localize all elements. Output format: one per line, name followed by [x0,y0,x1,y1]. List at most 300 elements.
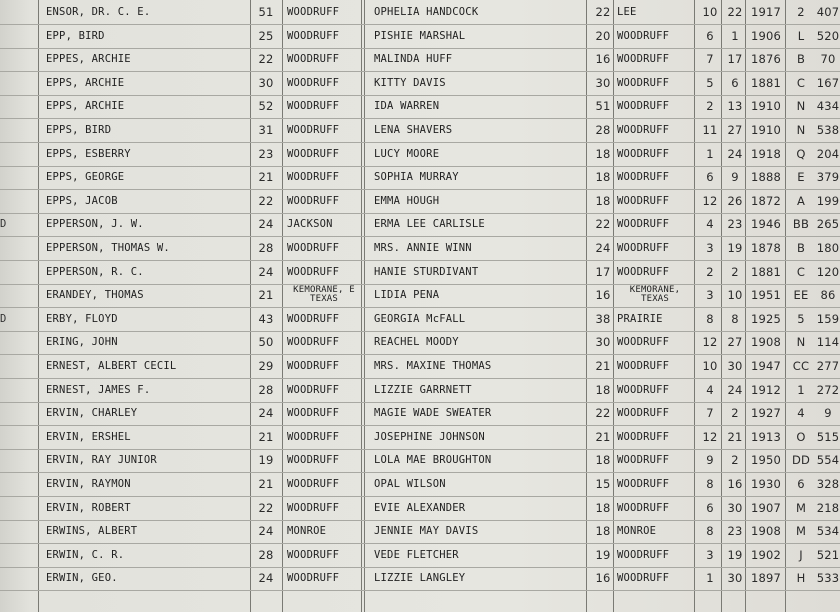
marriage-day: 6 [731,75,739,90]
table-row [0,261,840,285]
groom-age: 51 [258,5,274,19]
record-page: 265 [816,217,840,232]
table-row [0,95,840,119]
marriage-day: 30 [727,571,743,586]
marriage-day: 8 [731,311,739,326]
groom-age: 31 [258,123,274,137]
groom-residence: MONROE [287,525,327,538]
groom-name: EPP, BIRD [46,29,105,42]
record-volume: 6 [797,477,805,491]
bride-age: 18 [595,524,611,539]
bride-residence: WOODRUFF [617,100,670,113]
groom-age: 28 [258,241,274,255]
table-row [0,473,840,497]
table-row [0,426,840,450]
record-volume: 1 [797,382,805,397]
groom-residence: WOODRUFF [287,407,340,420]
bride-name: PISHIE MARSHAL [374,29,466,42]
record-volume: A [796,193,806,208]
groom-residence: WOODRUFF [287,478,340,490]
bride-age: 22 [595,5,611,19]
bride-name: OPHELIA HANDCOCK [374,6,479,18]
groom-residence: WOODRUFF [287,336,340,349]
groom-age: 21 [258,477,274,491]
table-row [0,544,840,568]
table-row [0,331,840,355]
groom-name: ERBY, FLOYD [46,312,118,325]
marriage-day: 2 [731,264,739,279]
record-page: 204 [816,146,840,161]
bride-age: 22 [595,217,611,232]
groom-name: EPPERSON, R. C. [46,265,144,278]
table-row [0,308,840,332]
groom-name: ERVIN, ROBERT [46,501,131,514]
marriage-day: 24 [727,382,743,397]
marriage-year: 1908 [750,335,782,350]
bride-name: KITTY DAVIS [374,76,446,89]
marriage-year: 1925 [750,311,782,326]
bride-residence: WOODRUFF [617,454,670,467]
marriage-year: 1917 [750,5,782,19]
groom-residence: WOODRUFF [287,454,340,467]
table-row [0,72,840,96]
marriage-year: 1876 [750,52,782,67]
groom-age: 24 [258,406,274,421]
bride-name: JENNIE MAY DAVIS [374,525,479,538]
marriage-year: 1951 [750,288,782,303]
record-page: 272 [816,382,840,397]
bride-name: ERMA LEE CARLISLE [374,218,485,231]
table-row [0,143,840,167]
record-page: 9 [824,406,832,421]
marriage-month: 5 [706,75,714,90]
bride-age: 21 [595,359,611,373]
bride-age: 16 [595,288,611,303]
marriage-year: 1950 [750,453,782,468]
groom-name: ERVIN, ERSHEL [46,430,131,443]
bride-residence: WOODRUFF [617,336,670,349]
bride-name: GEORGIA McFALL [374,312,466,325]
groom-name: ENSOR, DR. C. E. [46,6,151,18]
bride-name: EMMA HOUGH [374,194,440,207]
bride-age: 16 [595,571,611,586]
bride-residence: WOODRUFF [617,171,670,184]
groom-residence: WOODRUFF [287,147,340,160]
marriage-year: 1878 [750,241,782,255]
bride-name: MALINDA HUFF [374,53,453,66]
record-volume: J [799,547,803,562]
record-volume: N [796,335,806,350]
record-page: 407 [816,5,840,19]
bride-name: REACHEL MOODY [374,336,459,349]
groom-age: 19 [258,453,274,468]
marriage-month: 9 [706,453,714,468]
table-row [0,497,840,521]
bride-name: HANIE STURDIVANT [374,265,479,278]
groom-age: 50 [258,335,274,350]
bride-residence: WOODRUFF [617,194,670,207]
groom-residence: WOODRUFF [287,171,340,184]
record-volume: EE [793,288,809,303]
bride-residence: WOODRUFF [617,76,670,89]
bride-age: 38 [595,311,611,326]
table-row [0,379,840,403]
bride-residence: WOODRUFF [617,147,670,160]
groom-age: 52 [258,99,274,114]
groom-name: ERNEST, JAMES F. [46,383,151,396]
groom-age: 24 [258,571,274,586]
marriage-month: 7 [706,52,714,67]
marriage-month: 8 [706,477,714,491]
bride-age: 24 [595,241,611,255]
groom-residence: WOODRUFF [287,29,340,42]
record-volume: Q [796,146,806,161]
record-page: 167 [816,75,840,90]
marriage-month: 12 [702,335,718,350]
groom-name: ERWINS, ALBERT [46,525,138,538]
bride-residence: WOODRUFF [617,383,670,396]
groom-age: 25 [258,28,274,43]
record-page: 218 [816,500,840,515]
table-row [0,284,840,308]
groom-residence: WOODRUFF [287,6,340,18]
marriage-day: 16 [727,477,743,491]
groom-name: EPPS, ARCHIE [46,76,125,89]
marriage-year: 1947 [750,359,782,373]
groom-residence: WOODRUFF [287,360,340,372]
bride-age: 22 [595,406,611,421]
bride-residence: MONROE [617,525,657,538]
bride-age: 18 [595,193,611,208]
record-page: 114 [816,335,840,350]
groom-name: EPPS, JACOB [46,194,118,207]
record-page: 434 [816,99,840,114]
groom-age: 22 [258,193,274,208]
table-row [0,48,840,72]
marriage-day: 19 [727,547,743,562]
record-page: 515 [816,429,840,444]
record-volume: L [797,28,805,43]
groom-age: 43 [258,311,274,326]
groom-residence: WOODRUFF [287,194,340,207]
groom-residence: WOODRUFF [287,312,340,325]
groom-age: 22 [258,500,274,515]
table-row [0,166,840,190]
marriage-month: 12 [702,429,718,444]
bride-age: 18 [595,500,611,515]
table-row [0,213,840,237]
bride-name: VEDE FLETCHER [374,548,459,561]
record-page: 533 [816,571,840,586]
bride-name: OPAL WILSON [374,478,446,490]
record-volume: CC [792,359,810,373]
groom-residence: WOODRUFF [287,100,340,113]
marriage-day: 13 [727,99,743,114]
bride-residence: WOODRUFF [617,430,670,443]
bride-residence: KEMORANE, TEXAS [629,285,681,305]
marriage-day: 2 [731,406,739,421]
record-volume: O [796,429,806,444]
marriage-month: 12 [702,193,718,208]
marriage-year: 1881 [750,75,782,90]
marriage-year: 1888 [750,170,782,185]
marriage-day: 27 [727,123,743,137]
marriage-day: 30 [727,359,743,373]
record-page: 554 [816,453,840,468]
groom-name: EPPES, ARCHIE [46,53,131,66]
table-row [0,355,840,379]
groom-age: 28 [258,382,274,397]
bride-residence: WOODRUFF [617,548,670,561]
marriage-year: 1910 [750,123,782,137]
marriage-year: 1872 [750,193,782,208]
bride-residence: WOODRUFF [617,478,670,490]
marriage-day: 9 [731,170,739,185]
record-volume: 4 [797,406,805,421]
record-page: 538 [816,123,840,137]
record-page: 520 [816,28,840,43]
bride-residence: WOODRUFF [617,360,670,372]
record-page: 159 [816,311,840,326]
table-row [0,402,840,426]
marriage-year: 1910 [750,99,782,114]
marriage-year: 1897 [750,571,782,586]
record-page: 180 [816,241,840,255]
bride-residence: WOODRUFF [617,124,670,136]
marriage-month: 2 [706,99,714,114]
record-page: 86 [820,288,836,303]
groom-age: 22 [258,52,274,67]
record-volume: H [796,571,806,586]
groom-name: ERVIN, CHARLEY [46,407,138,420]
marriage-year: 1930 [750,477,782,491]
bride-age: 17 [595,264,611,279]
bride-residence: LEE [617,6,637,18]
bride-residence: WOODRUFF [617,572,670,585]
groom-name: EPPERSON, J. W. [46,218,144,231]
marriage-year: 1912 [750,382,782,397]
bride-residence: WOODRUFF [617,242,670,254]
groom-residence: WOODRUFF [287,242,340,254]
bride-age: 30 [595,335,611,350]
table-row [0,190,840,214]
marriage-day: 19 [727,241,743,255]
bride-name: MAGIE WADE SWEATER [374,407,492,420]
marriage-year: 1918 [750,146,782,161]
record-volume: BB [792,217,810,232]
marriage-month: 4 [706,382,714,397]
marriage-month: 2 [706,264,714,279]
bride-residence: PRAIRIE [617,312,663,325]
record-volume: B [796,241,806,255]
groom-age: 24 [258,217,274,232]
marriage-day: 17 [727,52,743,67]
bride-age: 28 [595,123,611,137]
groom-name: ERVIN, RAY JUNIOR [46,454,157,467]
groom-residence: WOODRUFF [287,76,340,89]
bride-name: MRS. ANNIE WINN [374,242,472,254]
table-row [0,520,840,544]
bride-age: 18 [595,146,611,161]
bride-name: LIZZIE LANGLEY [374,572,466,585]
groom-residence: WOODRUFF [287,548,340,561]
record-page: 277 [816,359,840,373]
bride-age: 30 [595,75,611,90]
groom-age: 30 [258,75,274,90]
margin-mark: D [0,312,7,325]
groom-name: ERNEST, ALBERT CECIL [46,360,177,372]
groom-age: 29 [258,359,274,373]
marriage-day: 21 [727,429,743,444]
groom-name: EPPS, ESBERRY [46,147,131,160]
table-row [0,25,840,49]
marriage-year: 1881 [750,264,782,279]
bride-residence: WOODRUFF [617,29,670,42]
groom-residence: KEMORANE, E TEXAS [293,285,355,305]
marriage-month: 8 [706,311,714,326]
marriage-year: 1906 [750,28,782,43]
bride-age: 21 [595,429,611,444]
bride-age: 18 [595,453,611,468]
record-volume: E [797,170,805,185]
groom-residence: WOODRUFF [287,124,340,136]
groom-name: ERVIN, RAYMON [46,478,131,490]
bride-name: LUCY MOORE [374,147,440,160]
margin-mark: D [0,218,7,231]
marriage-month: 6 [706,170,714,185]
marriage-day: 30 [727,500,743,515]
record-volume: B [796,52,806,67]
bride-name: JOSEPHINE JOHNSON [374,430,485,443]
bride-name: EVIE ALEXANDER [374,501,466,514]
marriage-month: 10 [702,5,718,19]
groom-name: ERING, JOHN [46,336,118,349]
record-volume: C [796,75,806,90]
marriage-month: 7 [706,406,714,421]
table-row [0,449,840,473]
record-volume: DD [791,453,811,468]
record-volume: M [795,524,807,539]
record-volume: 2 [797,5,805,19]
bride-name: LIDIA PENA [374,289,440,302]
bride-age: 19 [595,547,611,562]
record-page: 328 [816,477,840,491]
groom-name: ERWIN, GEO. [46,572,118,585]
marriage-year: 1927 [750,406,782,421]
record-page: 70 [820,52,836,67]
groom-name: EPPS, BIRD [46,124,112,136]
table-row [0,1,840,25]
record-page: 120 [816,264,840,279]
marriage-day: 27 [727,335,743,350]
record-page: 379 [816,170,840,185]
marriage-month: 3 [706,241,714,255]
marriage-day: 2 [731,453,739,468]
groom-age: 24 [258,264,274,279]
marriage-month: 3 [706,547,714,562]
groom-age: 21 [258,288,274,303]
groom-residence: WOODRUFF [287,430,340,443]
bride-residence: WOODRUFF [617,218,670,231]
marriage-day: 23 [727,524,743,539]
bride-age: 20 [595,28,611,43]
table-row [0,119,840,143]
marriage-year: 1908 [750,524,782,539]
record-volume: M [795,500,807,515]
bride-name: LIZZIE GARRNETT [374,383,472,396]
bride-name: MRS. MAXINE THOMAS [374,360,492,372]
bride-residence: WOODRUFF [617,501,670,514]
record-volume: C [796,264,806,279]
groom-name: ERWIN, C. R. [46,548,125,561]
bride-name: LOLA MAE BROUGHTON [374,454,492,467]
bride-residence: WOODRUFF [617,407,670,420]
bride-name: SOPHIA MURRAY [374,171,459,184]
marriage-month: 11 [702,123,718,137]
record-volume: 5 [797,311,805,326]
bride-name: IDA WARREN [374,100,440,113]
bride-residence: WOODRUFF [617,265,670,278]
groom-age: 21 [258,429,274,444]
marriage-year: 1907 [750,500,782,515]
bride-age: 18 [595,382,611,397]
groom-age: 23 [258,146,274,161]
record-page: 199 [816,193,840,208]
groom-residence: WOODRUFF [287,53,340,66]
groom-name: EPPERSON, THOMAS W. [46,242,170,254]
marriage-day: 1 [731,28,739,43]
marriage-day: 10 [727,288,743,303]
bride-name: LENA SHAVERS [374,124,453,136]
groom-residence: WOODRUFF [287,265,340,278]
marriage-month: 4 [706,217,714,232]
record-page: 534 [816,524,840,539]
marriage-month: 1 [706,146,714,161]
marriage-month: 3 [706,288,714,303]
marriage-year: 1902 [750,547,782,562]
marriage-month: 8 [706,524,714,539]
marriage-month: 6 [706,500,714,515]
bride-age: 16 [595,52,611,67]
groom-name: EPPS, GEORGE [46,171,125,184]
marriage-month: 1 [706,571,714,586]
bride-residence: WOODRUFF [617,53,670,66]
table-row [0,567,840,591]
groom-residence: WOODRUFF [287,501,340,514]
bride-age: 51 [595,99,611,114]
record-volume: N [796,99,806,114]
groom-age: 24 [258,524,274,539]
groom-age: 28 [258,547,274,562]
groom-residence: WOODRUFF [287,572,340,585]
bride-age: 15 [595,477,611,491]
table-row [0,237,840,261]
bride-age: 18 [595,170,611,185]
record-page: 521 [816,547,840,562]
marriage-month: 10 [702,359,718,373]
marriage-month: 6 [706,28,714,43]
groom-name: EPPS, ARCHIE [46,100,125,113]
record-volume: N [796,123,806,137]
marriage-day: 24 [727,146,743,161]
marriage-year: 1946 [750,217,782,232]
marriage-day: 23 [727,217,743,232]
groom-residence: WOODRUFF [287,383,340,396]
groom-residence: JACKSON [287,218,333,231]
groom-name: ERANDEY, THOMAS [46,289,144,302]
marriage-day: 26 [727,193,743,208]
marriage-year: 1913 [750,429,782,444]
